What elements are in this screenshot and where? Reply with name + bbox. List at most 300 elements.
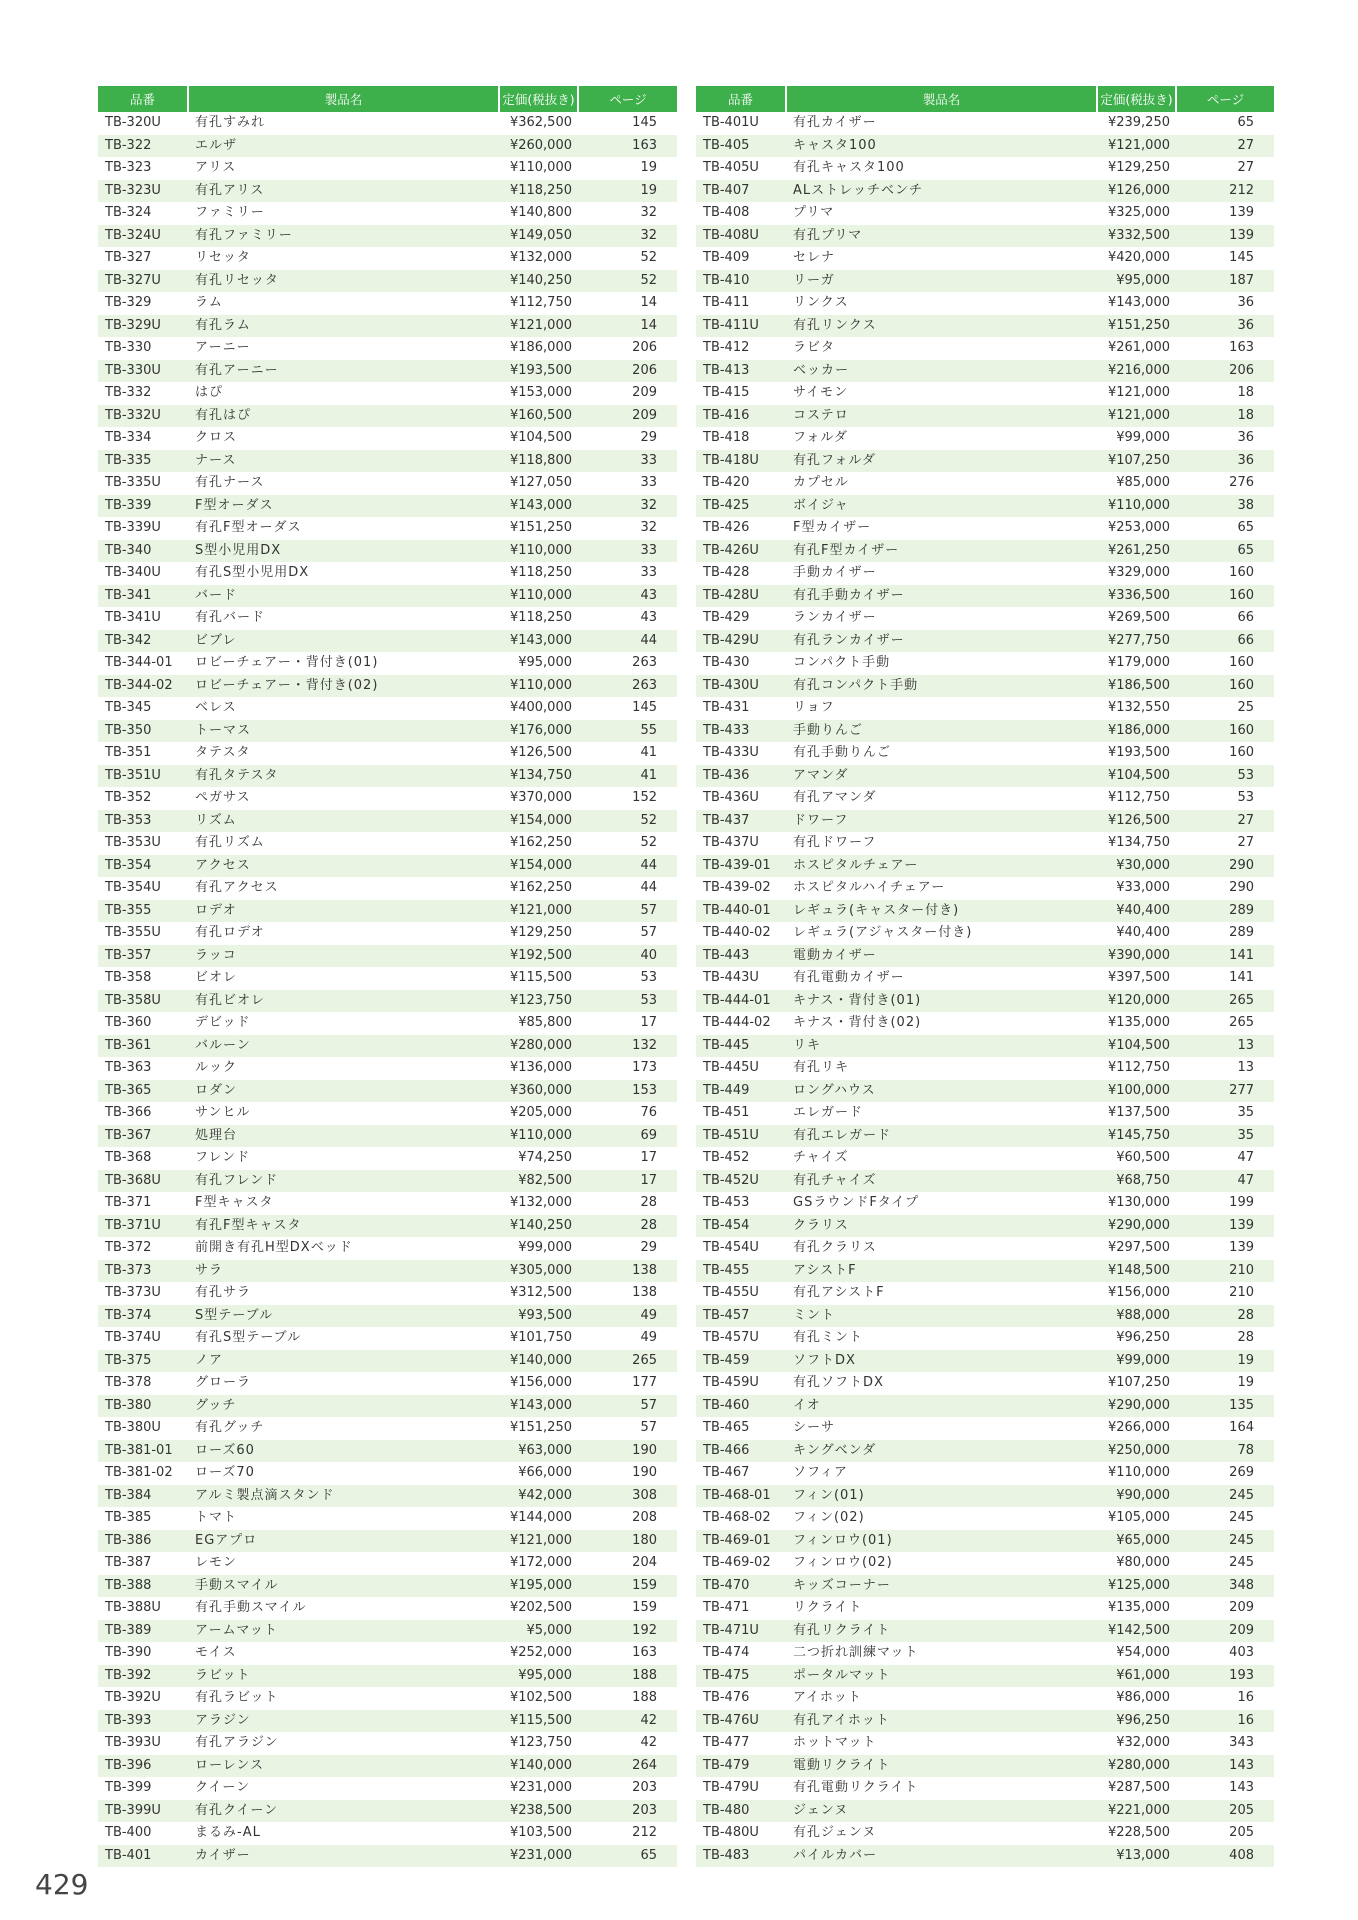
- product-name-cell: ラビタ: [793, 340, 836, 355]
- product-code-cell: TB-378: [105, 1375, 152, 1390]
- product-name-cell: 電動カイザー: [786, 945, 1097, 968]
- product-name-cell: ファミリー: [195, 205, 265, 220]
- catalog-page-cell: 33: [640, 475, 657, 490]
- catalog-page-cell: 47: [1237, 1150, 1254, 1165]
- list-price-cell: ¥104,500: [1097, 1035, 1176, 1058]
- list-price-cell: ¥193,500: [1107, 745, 1170, 760]
- catalog-page-cell: 40: [578, 945, 677, 968]
- product-code-cell: TB-425: [696, 495, 786, 518]
- list-price-cell: ¥148,500: [1097, 1260, 1176, 1283]
- product-code-cell: TB-454U: [703, 1240, 759, 1255]
- table-row: [696, 1372, 1274, 1395]
- catalog-page-cell: 44: [640, 880, 657, 895]
- table-row: [98, 922, 677, 945]
- product-code-cell: TB-408: [703, 205, 750, 220]
- product-code-cell: TB-386: [98, 1530, 188, 1553]
- catalog-page-cell: 32: [640, 520, 657, 535]
- list-price-cell: ¥325,000: [1107, 205, 1170, 220]
- product-code-cell: TB-400: [105, 1825, 152, 1840]
- product-code-cell: TB-449: [696, 1080, 786, 1103]
- list-price-cell: ¥99,000: [1097, 1350, 1176, 1373]
- list-price-cell: ¥160,500: [499, 405, 578, 428]
- product-code-cell: TB-329U: [98, 315, 188, 338]
- product-code-cell: TB-474: [703, 1645, 750, 1660]
- product-name-cell: トーマス: [188, 720, 499, 743]
- product-code-cell: TB-437: [696, 810, 786, 833]
- catalog-page-cell: 52: [640, 835, 657, 850]
- product-name-cell: 有孔グッチ: [195, 1420, 265, 1435]
- table-row: [98, 697, 677, 720]
- catalog-page-cell: 14: [640, 295, 657, 310]
- catalog-page-cell: 141: [1229, 970, 1254, 985]
- catalog-page-cell: 212: [632, 1825, 657, 1840]
- list-price-cell: ¥121,000: [1097, 135, 1176, 158]
- product-code-cell: TB-426U: [696, 540, 786, 563]
- product-name-cell: 有孔ナース: [195, 475, 265, 490]
- product-name-cell: サイモン: [793, 385, 849, 400]
- list-price-cell: ¥253,000: [1107, 520, 1170, 535]
- list-price-cell: ¥144,000: [509, 1510, 572, 1525]
- list-price-cell: ¥112,750: [1107, 790, 1170, 805]
- list-price-cell: ¥110,000: [1097, 495, 1176, 518]
- product-name-cell: グッチ: [188, 1395, 499, 1418]
- catalog-page-cell: 43: [578, 585, 677, 608]
- table-row: [98, 405, 677, 428]
- catalog-page-cell: 19: [640, 160, 657, 175]
- product-name-cell: キッズコーナー: [786, 1575, 1097, 1598]
- product-name-cell: 有孔ファミリー: [188, 225, 499, 248]
- product-code-cell: TB-329: [105, 295, 152, 310]
- product-name-cell: ドワーフ: [786, 810, 1097, 833]
- list-price-cell: ¥86,000: [1116, 1690, 1170, 1705]
- catalog-page-cell: 13: [1176, 1035, 1274, 1058]
- product-code-cell: TB-366: [105, 1105, 152, 1120]
- table-row: [696, 1462, 1274, 1485]
- catalog-page-cell: 65: [578, 1845, 677, 1868]
- table-row: [696, 1665, 1274, 1688]
- table-row: [696, 990, 1274, 1013]
- list-price-cell: ¥154,000: [499, 855, 578, 878]
- product-code-cell: TB-471: [703, 1600, 750, 1615]
- product-name-cell: はぴ: [195, 385, 224, 400]
- product-code-cell: TB-389: [98, 1620, 188, 1643]
- product-name-cell: ペガサス: [195, 790, 251, 805]
- product-code-cell: TB-399U: [98, 1800, 188, 1823]
- product-name-cell: サンヒル: [195, 1105, 251, 1120]
- list-price-cell: ¥118,250: [499, 180, 578, 203]
- list-price-cell: ¥99,000: [1116, 430, 1170, 445]
- catalog-page-cell: 289: [1176, 900, 1274, 923]
- product-name-cell: 有孔リズム: [195, 835, 265, 850]
- product-name-cell: 有孔クイーン: [188, 1800, 499, 1823]
- catalog-page-cell: 160: [1176, 720, 1274, 743]
- product-name-cell: リズム: [188, 810, 499, 833]
- list-price-cell: ¥112,750: [1107, 1060, 1170, 1075]
- table-row: [98, 472, 677, 495]
- product-code-cell: TB-320U: [105, 115, 161, 130]
- product-code-cell: TB-410: [696, 270, 786, 293]
- product-name-cell: 処理台: [188, 1125, 499, 1148]
- product-code-cell: TB-476U: [696, 1710, 786, 1733]
- catalog-page-cell: 139: [1176, 225, 1274, 248]
- product-code-cell: TB-445: [696, 1035, 786, 1058]
- product-name-cell: ローレンス: [188, 1755, 499, 1778]
- product-name-cell: 有孔アマンダ: [793, 790, 877, 805]
- catalog-page-cell: 264: [578, 1755, 677, 1778]
- catalog-page-cell: 160: [1229, 745, 1254, 760]
- table-row: [696, 1552, 1274, 1575]
- catalog-page-cell: 190: [632, 1465, 657, 1480]
- table-row: [696, 562, 1274, 585]
- list-price-cell: ¥290,000: [1097, 1395, 1176, 1418]
- table-row: [98, 1620, 677, 1643]
- table-row: [696, 1260, 1274, 1283]
- table-row: [98, 1822, 677, 1845]
- table-row: [696, 517, 1274, 540]
- catalog-page-cell: 57: [578, 1395, 677, 1418]
- table-row: [98, 945, 677, 968]
- table-row: [98, 1080, 677, 1103]
- list-price-cell: ¥151,250: [509, 1420, 572, 1435]
- catalog-page-cell: 203: [632, 1780, 657, 1795]
- table-row: [696, 1057, 1274, 1080]
- product-name-cell: カプセル: [793, 475, 849, 490]
- list-price-cell: ¥280,000: [1097, 1755, 1176, 1778]
- catalog-page-cell: 65: [1176, 540, 1274, 563]
- product-code-cell: TB-399: [105, 1780, 152, 1795]
- product-name-cell: クロス: [195, 430, 238, 445]
- product-name-cell: コステロ: [786, 405, 1097, 428]
- table-row: [696, 1642, 1274, 1665]
- product-name-cell: 有孔リキ: [793, 1060, 850, 1075]
- catalog-page-cell: 28: [1176, 1305, 1274, 1328]
- catalog-page-cell: 192: [578, 1620, 677, 1643]
- catalog-page-cell: 163: [632, 1645, 657, 1660]
- table-row: [696, 832, 1274, 855]
- product-name-cell: 有孔リセッタ: [188, 270, 499, 293]
- table-row: [98, 787, 677, 810]
- catalog-page-cell: 44: [578, 630, 677, 653]
- product-code-cell: TB-392: [98, 1665, 188, 1688]
- product-name-cell: トマト: [195, 1510, 238, 1525]
- product-name-cell: キングベンダ: [786, 1440, 1097, 1463]
- list-price-cell: ¥115,500: [499, 1710, 578, 1733]
- product-code-cell: TB-439-02: [703, 880, 771, 895]
- table-row: [98, 765, 677, 788]
- catalog-page-cell: 205: [1229, 1825, 1254, 1840]
- product-code-cell: TB-388: [98, 1575, 188, 1598]
- list-price-cell: ¥156,000: [509, 1375, 572, 1390]
- list-price-cell: ¥42,000: [499, 1485, 578, 1508]
- catalog-page-cell: 29: [640, 1240, 657, 1255]
- list-price-cell: ¥90,000: [1097, 1485, 1176, 1508]
- product-name-cell: チャイズ: [793, 1150, 849, 1165]
- table-row: [696, 540, 1274, 563]
- table-row: [98, 585, 677, 608]
- product-name-cell: 有孔タテスタ: [188, 765, 499, 788]
- table-row: [98, 1170, 677, 1193]
- product-code-cell: TB-453: [703, 1195, 750, 1210]
- table-row: [98, 112, 677, 135]
- catalog-page-cell: 209: [578, 405, 677, 428]
- list-price-cell: ¥110,000: [499, 585, 578, 608]
- list-price-cell: ¥202,500: [509, 1600, 572, 1615]
- table-row: [696, 247, 1274, 270]
- table-row: [696, 810, 1274, 833]
- product-code-cell: TB-465: [703, 1420, 750, 1435]
- list-price-cell: ¥118,250: [509, 565, 572, 580]
- product-code-cell: TB-357: [98, 945, 188, 968]
- product-name-cell: 有孔F型オーダス: [195, 520, 302, 535]
- list-price-cell: ¥134,750: [499, 765, 578, 788]
- list-price-cell: ¥192,500: [499, 945, 578, 968]
- catalog-page-cell: 53: [578, 990, 677, 1013]
- product-code-cell: TB-358: [105, 970, 152, 985]
- product-name-cell: 有孔ラビット: [195, 1690, 279, 1705]
- catalog-page-cell: 49: [578, 1305, 677, 1328]
- product-code-cell: TB-330U: [98, 360, 188, 383]
- product-code-cell: TB-466: [696, 1440, 786, 1463]
- product-name-cell: 有孔手動スマイル: [195, 1600, 307, 1615]
- list-price-cell: ¥260,000: [499, 135, 578, 158]
- list-price-cell: ¥360,000: [499, 1080, 578, 1103]
- product-code-cell: TB-443U: [703, 970, 759, 985]
- product-code-cell: TB-339U: [105, 520, 161, 535]
- list-price-cell: ¥40,400: [1116, 925, 1170, 940]
- catalog-page-cell: 245: [1176, 1485, 1274, 1508]
- header-product-code: 品番: [98, 86, 188, 112]
- catalog-page-cell: 143: [1229, 1780, 1254, 1795]
- product-name-cell: アームマット: [188, 1620, 499, 1643]
- product-code-cell: TB-368U: [98, 1170, 188, 1193]
- product-code-cell: TB-352: [105, 790, 152, 805]
- product-code-cell: TB-416: [696, 405, 786, 428]
- table-row: [696, 202, 1274, 225]
- product-name-cell: プリマ: [793, 205, 835, 220]
- table-row: [696, 1395, 1274, 1418]
- list-price-cell: ¥132,000: [509, 250, 572, 265]
- list-price-cell: ¥390,000: [1097, 945, 1176, 968]
- table-row: [98, 1147, 677, 1170]
- list-price-cell: ¥172,000: [509, 1555, 572, 1570]
- header-product-name: 製品名: [188, 86, 499, 112]
- list-price-cell: ¥149,050: [499, 225, 578, 248]
- product-code-cell: TB-440-01: [696, 900, 786, 923]
- product-code-cell: TB-459U: [703, 1375, 759, 1390]
- product-name-cell: 有孔ロデオ: [195, 925, 265, 940]
- product-name-cell: パイルカバー: [786, 1845, 1097, 1868]
- catalog-page-cell: 57: [640, 925, 657, 940]
- table-row: [98, 652, 677, 675]
- table-row: [696, 112, 1274, 135]
- table-row: [98, 1755, 677, 1778]
- catalog-page-cell: 25: [1237, 700, 1254, 715]
- product-name-cell: 有孔ジェンヌ: [793, 1825, 877, 1840]
- product-name-cell: 有孔コンパクト手動: [786, 675, 1097, 698]
- table-row: [696, 1192, 1274, 1215]
- catalog-page-cell: 265: [1176, 990, 1274, 1013]
- catalog-page-cell: 41: [640, 745, 657, 760]
- product-code-cell: TB-351: [105, 745, 152, 760]
- table-row: [696, 337, 1274, 360]
- catalog-page-cell: 66: [1237, 610, 1254, 625]
- catalog-page-cell: 277: [1176, 1080, 1274, 1103]
- product-name-cell: エレガード: [793, 1105, 864, 1120]
- product-code-cell: TB-387: [105, 1555, 152, 1570]
- product-name-cell: レギュラ(キャスター付き): [786, 900, 1097, 923]
- catalog-page-cell: 276: [1229, 475, 1254, 490]
- catalog-page-cell: 206: [578, 360, 677, 383]
- catalog-page-cell: 76: [640, 1105, 657, 1120]
- table-row: [696, 472, 1274, 495]
- list-price-cell: ¥336,500: [1097, 585, 1176, 608]
- product-name-cell: 有孔リクライト: [786, 1620, 1097, 1643]
- product-code-cell: TB-323U: [98, 180, 188, 203]
- table-row: [98, 1057, 677, 1080]
- catalog-page-cell: 32: [640, 205, 657, 220]
- product-code-cell: TB-429: [703, 610, 750, 625]
- catalog-page-cell: 32: [578, 495, 677, 518]
- product-name-cell: レモン: [195, 1555, 238, 1570]
- product-code-cell: TB-365: [98, 1080, 188, 1103]
- table-row: [696, 1080, 1274, 1103]
- product-name-cell: ソフトDX: [786, 1350, 1097, 1373]
- product-name-cell: リンクス: [793, 295, 849, 310]
- product-name-cell: キナス・背付き(01): [786, 990, 1097, 1013]
- product-code-cell: TB-385: [105, 1510, 152, 1525]
- list-price-cell: ¥107,250: [1097, 450, 1176, 473]
- catalog-page-cell: 188: [578, 1665, 677, 1688]
- product-code-cell: TB-405U: [703, 160, 759, 175]
- product-code-cell: TB-390: [105, 1645, 152, 1660]
- product-code-cell: TB-393U: [105, 1735, 161, 1750]
- list-price-cell: ¥135,000: [1107, 1015, 1170, 1030]
- product-code-cell: TB-415: [703, 385, 750, 400]
- catalog-page-cell: 263: [578, 675, 677, 698]
- table-row: [696, 585, 1274, 608]
- table-row: [696, 1282, 1274, 1305]
- catalog-page-cell: 265: [1229, 1015, 1254, 1030]
- catalog-page-cell: 180: [578, 1530, 677, 1553]
- list-price-cell: ¥140,000: [499, 1350, 578, 1373]
- product-name-cell: 有孔ミント: [793, 1330, 864, 1345]
- product-name-cell: レギュラ(アジャスター付き): [793, 925, 973, 940]
- product-code-cell: TB-371: [105, 1195, 152, 1210]
- list-price-cell: ¥120,000: [1097, 990, 1176, 1013]
- product-name-cell: ラッコ: [188, 945, 499, 968]
- product-name-cell: リーガ: [786, 270, 1097, 293]
- table-row: [696, 607, 1274, 630]
- product-name-cell: カイザー: [188, 1845, 499, 1868]
- catalog-page-cell: 193: [1176, 1665, 1274, 1688]
- product-name-cell: 有孔電動リクライト: [793, 1780, 919, 1795]
- list-price-cell: ¥66,000: [518, 1465, 572, 1480]
- table-row: [696, 180, 1274, 203]
- product-name-cell: ビブレ: [188, 630, 499, 653]
- product-name-cell: ルック: [195, 1060, 238, 1075]
- catalog-page-cell: 66: [1176, 630, 1274, 653]
- list-price-cell: ¥162,250: [509, 880, 572, 895]
- list-price-cell: ¥329,000: [1107, 565, 1170, 580]
- list-price-cell: ¥193,500: [499, 360, 578, 383]
- list-price-cell: ¥135,000: [1107, 1600, 1170, 1615]
- list-price-cell: ¥132,000: [509, 1195, 572, 1210]
- product-name-cell: モイス: [195, 1645, 237, 1660]
- list-price-cell: ¥127,050: [509, 475, 572, 490]
- list-price-cell: ¥261,250: [1097, 540, 1176, 563]
- list-price-cell: ¥95,000: [499, 1665, 578, 1688]
- catalog-page-cell: 145: [632, 115, 657, 130]
- list-price-cell: ¥252,000: [509, 1645, 572, 1660]
- table-row: [98, 855, 677, 878]
- table-row: [696, 315, 1274, 338]
- list-price-cell: ¥140,000: [499, 1755, 578, 1778]
- product-code-cell: TB-344-01: [105, 655, 173, 670]
- product-code-cell: TB-430: [703, 655, 750, 670]
- table-row: [696, 720, 1274, 743]
- product-name-cell: 前開き有孔H型DXベッド: [195, 1240, 353, 1255]
- catalog-page-cell: 206: [1176, 360, 1274, 383]
- list-price-cell: ¥287,500: [1107, 1780, 1170, 1795]
- product-name-cell: 有孔ドワーフ: [793, 835, 877, 850]
- product-code-cell: TB-405: [696, 135, 786, 158]
- product-code-cell: TB-470: [696, 1575, 786, 1598]
- product-code-cell: TB-418: [703, 430, 750, 445]
- table-row: [98, 1395, 677, 1418]
- table-row: [98, 990, 677, 1013]
- product-code-cell: TB-381-01: [98, 1440, 188, 1463]
- product-name-cell: アルミ製点滴スタンド: [188, 1485, 499, 1508]
- table-row: [98, 225, 677, 248]
- product-code-cell: TB-433: [696, 720, 786, 743]
- list-price-cell: ¥420,000: [1107, 250, 1170, 265]
- list-price-cell: ¥121,000: [499, 900, 578, 923]
- catalog-page-cell: 18: [1176, 405, 1274, 428]
- list-price-cell: ¥179,000: [1107, 655, 1170, 670]
- product-name-cell: 有孔エレガード: [786, 1125, 1097, 1148]
- product-code-cell: TB-396: [98, 1755, 188, 1778]
- product-name-cell: コンパクト手動: [793, 655, 891, 670]
- table-row: [696, 1845, 1274, 1868]
- product-name-cell: サラ: [188, 1260, 499, 1283]
- product-name-cell: 有孔手動カイザー: [786, 585, 1097, 608]
- list-price-cell: ¥85,800: [518, 1015, 572, 1030]
- list-price-cell: ¥186,500: [1097, 675, 1176, 698]
- product-name-cell: S型小児用DX: [188, 540, 499, 563]
- product-name-cell: リセッタ: [195, 250, 251, 265]
- catalog-page-cell: 52: [640, 250, 657, 265]
- header-page: ページ: [578, 86, 677, 112]
- list-price-cell: ¥121,000: [499, 1530, 578, 1553]
- table-row: [696, 922, 1274, 945]
- catalog-page-cell: 14: [578, 315, 677, 338]
- product-name-cell: グローラ: [195, 1375, 252, 1390]
- product-name-cell: フォルダ: [793, 430, 848, 445]
- list-price-cell: ¥143,000: [1107, 295, 1170, 310]
- catalog-page-cell: 208: [632, 1510, 657, 1525]
- table-header-row: [696, 86, 1274, 112]
- price-table-left: [98, 86, 677, 1867]
- catalog-page-cell: 139: [1229, 205, 1254, 220]
- table-row: [696, 1170, 1274, 1193]
- table-row: [98, 1350, 677, 1373]
- product-code-cell: TB-479U: [703, 1780, 759, 1795]
- list-price-cell: ¥332,500: [1097, 225, 1176, 248]
- table-row: [696, 225, 1274, 248]
- table-row: [98, 247, 677, 270]
- list-price-cell: ¥61,000: [1097, 1665, 1176, 1688]
- catalog-page-cell: 177: [632, 1375, 657, 1390]
